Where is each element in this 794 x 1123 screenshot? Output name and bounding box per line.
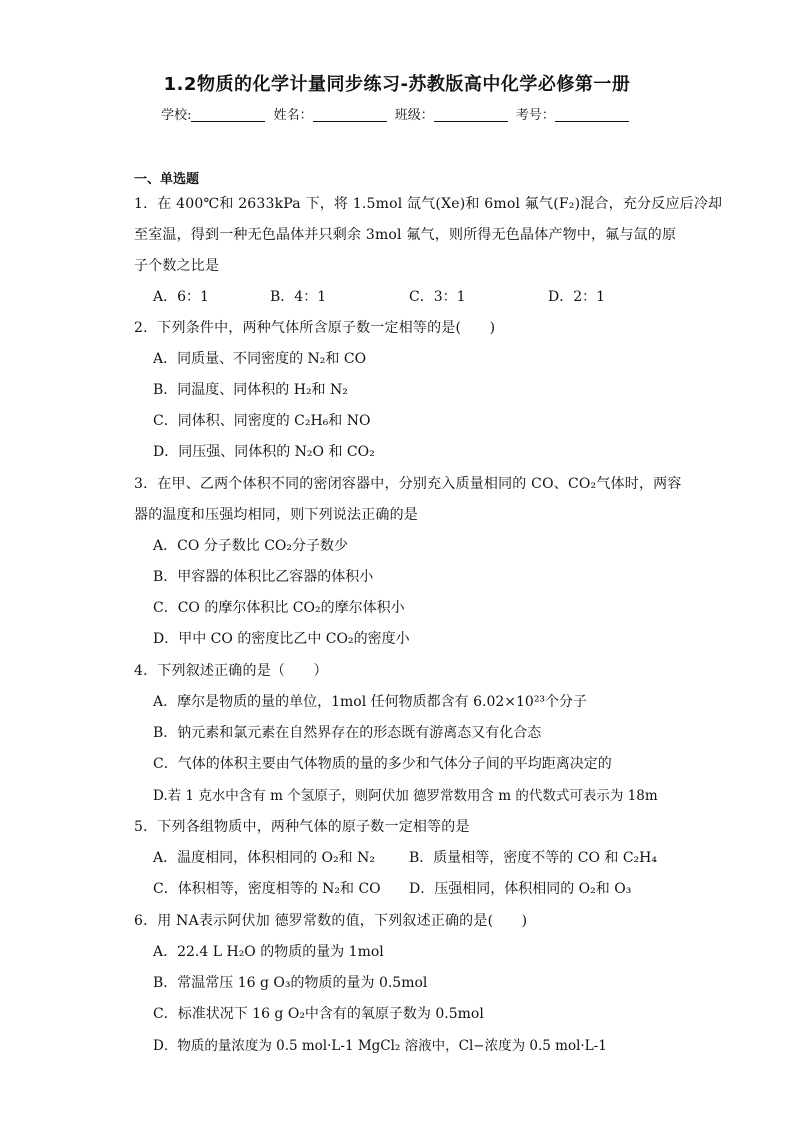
question-4-option-b: B．钠元素和氯元素在自然界存在的形态既有游离态又有化合态 <box>153 725 542 741</box>
name-label: 姓名： <box>273 108 313 123</box>
question-5-option-d: D．压强相同，体积相同的 O₂和 O₃ <box>409 881 632 897</box>
question-4-option-c: C．气体的体积主要由气体物质的量的多少和气体分子间的平均距离决定的 <box>153 756 612 772</box>
question-2-stem: 2．下列条件中，两种气体所含原子数一定相等的是( ) <box>134 320 496 336</box>
question-1-line-3: 子个数之比是 <box>134 258 220 274</box>
student-info-row <box>0 104 794 123</box>
question-6-option-d: D．物质的量浓度为 0.5 mol·L-1 MgCl₂ 溶液中，Cl−浓度为 0.5 mol·L-1 <box>153 1038 607 1054</box>
question-4-option-d: D.若 1 克水中含有 m 个氢原子，则阿伏加 德罗常数用含 m 的代数式可表示为 18m <box>153 788 658 804</box>
school-label: 学校: <box>161 108 192 123</box>
question-1-option-a: A．6：1 <box>153 289 209 305</box>
question-1-option-d: D．2：1 <box>548 289 606 305</box>
question-3-option-c: C．CO 的摩尔体积比 CO₂的摩尔体积小 <box>153 600 405 616</box>
question-4-stem: 4．下列叙述正确的是（ ） <box>134 663 328 679</box>
question-1-option-c: C．3：1 <box>409 289 466 305</box>
question-2-option-c: C．同体积、同密度的 C₂H₆和 NO <box>153 413 371 429</box>
question-6-option-b: B．常温常压 16 g O₃的物质的量为 0.5mol <box>153 975 428 991</box>
id-label: 考号： <box>515 108 555 123</box>
question-6-option-a: A．22.4 L H₂O 的物质的量为 1mol <box>153 944 384 960</box>
question-5-option-b: B．质量相等，密度不等的 CO 和 C₂H₄ <box>409 850 657 866</box>
class-field[interactable] <box>434 107 508 122</box>
question-1-line-2: 至室温，得到一种无色晶体并只剩余 3mol 氟气，则所得无色晶体产物中，氟与氙的原 <box>134 227 677 243</box>
question-3-option-d: D．甲中 CO 的密度比乙中 CO₂的密度小 <box>153 631 410 647</box>
question-2-option-d: D．同压强、同体积的 N₂O 和 CO₂ <box>153 444 375 460</box>
school-field[interactable] <box>191 107 265 122</box>
question-5-option-c: C．体积相等，密度相等的 N₂和 CO <box>153 881 381 897</box>
question-5-stem: 5．下列各组物质中，两种气体的原子数一定相等的是 <box>134 819 470 835</box>
question-6-option-c: C．标准状况下 16 g O₂中含有的氧原子数为 0.5mol <box>153 1006 484 1022</box>
name-field[interactable] <box>313 107 387 122</box>
question-3-line-1: 3．在甲、乙两个体积不同的密闭容器中，分别充入质量相同的 CO、CO₂气体时，两容 <box>134 476 682 492</box>
id-field[interactable] <box>555 107 629 122</box>
section-heading: 一、单选题 <box>134 172 200 187</box>
question-1-option-b: B．4：1 <box>270 289 327 305</box>
question-6-stem: 6．用 NA表示阿伏加 德罗常数的值，下列叙述正确的是( ) <box>134 913 528 929</box>
page-title: 1.2物质的化学计量同步练习-苏教版高中化学必修第一册 <box>163 74 631 95</box>
question-2-option-b: B．同温度、同体积的 H₂和 N₂ <box>153 382 348 398</box>
question-4-option-a: A．摩尔是物质的量的单位，1mol 任何物质都含有 6.02×10²³个分子 <box>153 694 588 710</box>
question-2-option-a: A．同质量、不同密度的 N₂和 CO <box>153 351 367 367</box>
class-label: 班级： <box>394 108 434 123</box>
question-3-option-a: A．CO 分子数比 CO₂分子数少 <box>153 538 349 554</box>
question-5-option-a: A．温度相同，体积相同的 O₂和 N₂ <box>153 850 375 866</box>
question-3-option-b: B．甲容器的体积比乙容器的体积小 <box>153 569 374 585</box>
question-1-line-1: 1．在 400℃和 2633kPa 下，将 1.5mol 氙气(Xe)和 6mol 氟气(F₂)混合，充分反应后冷却 <box>134 196 723 212</box>
question-3-line-2: 器的温度和压强均相同，则下列说法正确的是 <box>134 507 418 523</box>
